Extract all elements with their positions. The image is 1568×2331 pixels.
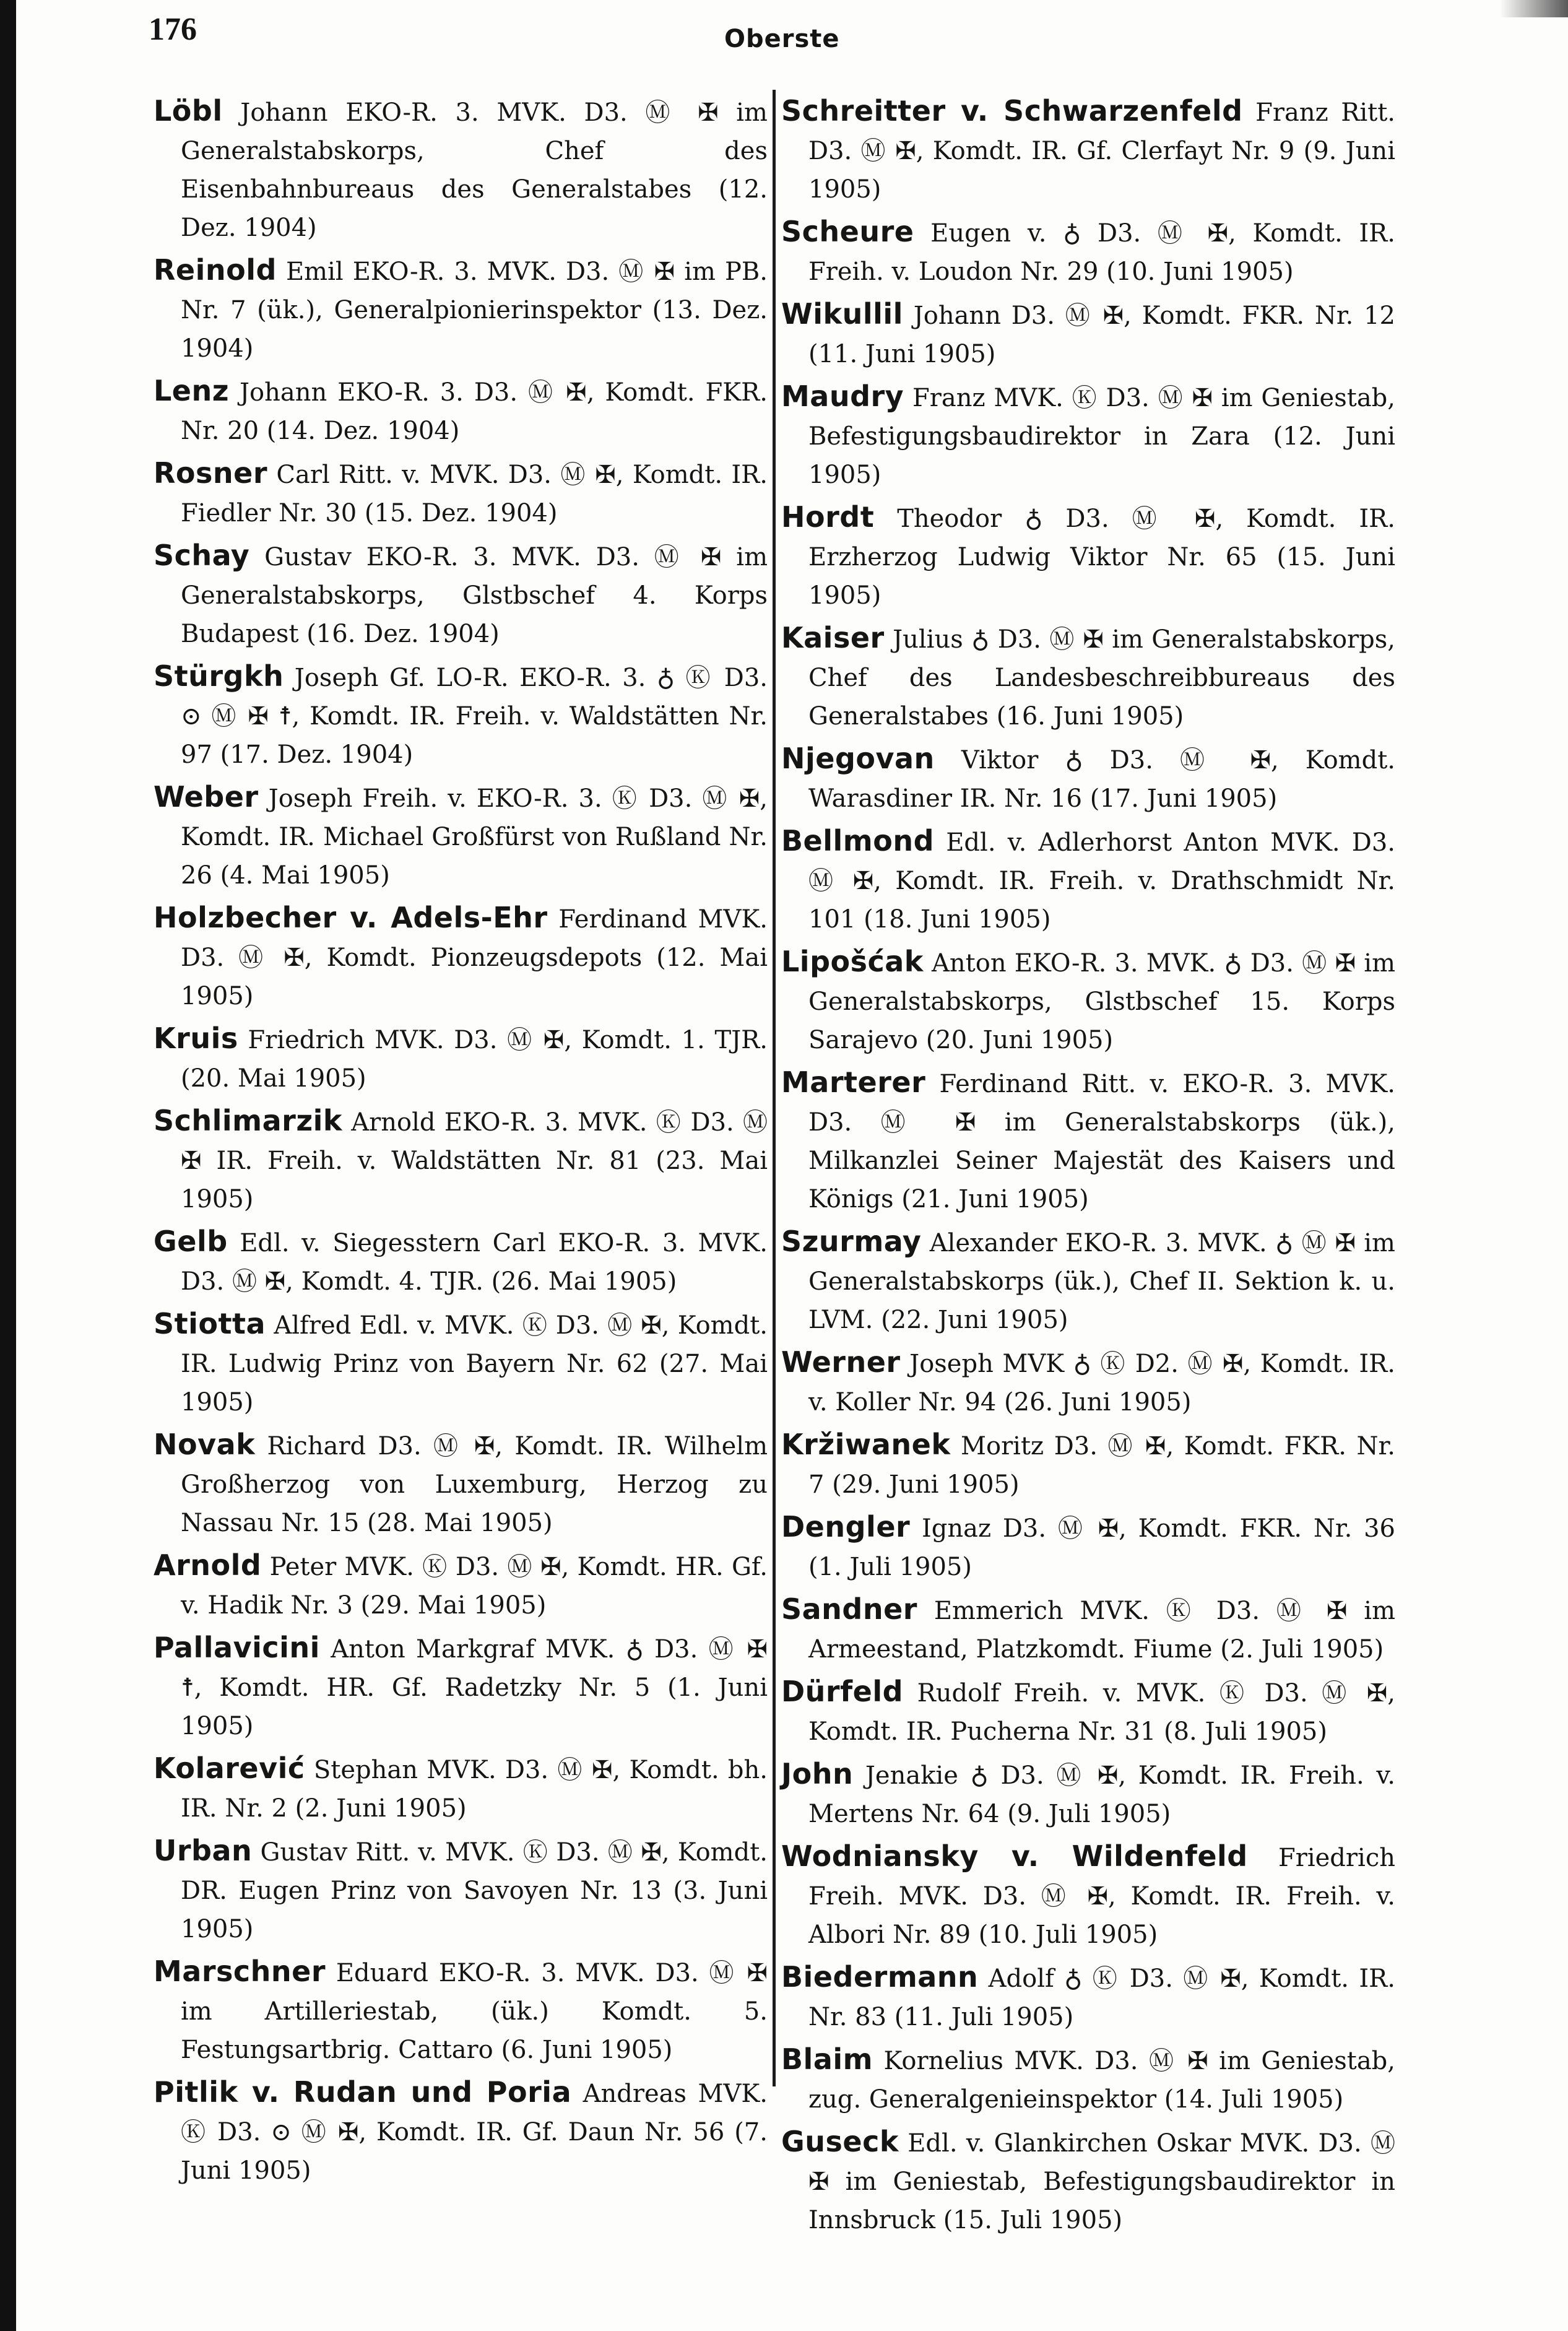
entry-surname: Marterer	[781, 1066, 926, 1099]
entry-details: Joseph Freih. v. EKO-R. 3. Ⓚ D3. Ⓜ ✠, Komdt. IR. Michael Großfürst von Rußland Nr. 26 (4. Mai 1905)	[181, 784, 768, 890]
entry-details: Ferdinand Ritt. v. EKO-R. 3. MVK. D3. Ⓜ ✠ im Generalstabskorps (ük.), Milkanzlei Seiner Majestät des Kaisers und Königs (21. Juni 1905)	[808, 1070, 1395, 1213]
entry-surname: Pallavicini	[154, 1631, 320, 1664]
page-number: 176	[149, 12, 197, 47]
entry-surname: Kolarević	[154, 1752, 305, 1785]
entry-surname: Kržiwanek	[781, 1428, 951, 1461]
right-column	[781, 92, 1395, 2243]
register-entry	[154, 2073, 768, 2190]
register-entry	[781, 822, 1395, 939]
entry-surname: Guseck	[781, 2125, 899, 2158]
scan-corner-shadow	[1500, 0, 1568, 17]
entry-surname: Wikullil	[781, 297, 903, 331]
entry-details: Emil EKO-R. 3. MVK. D3. Ⓜ ✠ im PB. Nr. 7 (ük.), Generalpionierinspektor (13. Dez. 1904)	[181, 258, 768, 363]
register-entry	[781, 92, 1395, 209]
register-entry	[154, 1546, 768, 1625]
register-entry	[154, 1222, 768, 1301]
entry-surname: Novak	[154, 1428, 256, 1461]
register-entry	[781, 942, 1395, 1059]
entry-details: Eduard EKO-R. 3. MVK. D3. Ⓜ ✠ im Artilleriestab, (ük.) Komdt. 5. Festungsartbrig. Cattaro (6. Juni 1905)	[181, 1959, 768, 2064]
register-entry	[781, 295, 1395, 373]
register-entry	[781, 498, 1395, 615]
entry-surname: Löbl	[154, 94, 223, 128]
entry-surname: Urban	[154, 1834, 253, 1867]
entry-details: Julius ♁ D3. Ⓜ ✠ im Generalstabskorps, Chef des Landesbeschreibbureaus des Generalstabes (16. Juni 1905)	[808, 625, 1395, 731]
entry-surname: Szurmay	[781, 1225, 922, 1258]
entry-surname: Lenz	[154, 374, 230, 407]
entry-details: Peter MVK. Ⓚ D3. Ⓜ ✠, Komdt. HR. Gf. v. Hadik Nr. 3 (29. Mai 1905)	[181, 1553, 768, 1620]
entry-surname: Weber	[154, 780, 259, 814]
entry-surname: Reinold	[154, 253, 277, 287]
entry-details: Anton EKO-R. 3. MVK. ♁ D3. Ⓜ ✠ im Generalstabskorps, Glstbschef 15. Korps Sarajevo (20. Juni 1905)	[808, 949, 1395, 1054]
column-divider	[773, 90, 776, 2086]
entry-details: Andreas MVK. Ⓚ D3. ⊙ Ⓜ ✠, Komdt. IR. Gf. Daun Nr. 56 (7. Juni 1905)	[181, 2080, 768, 2185]
entry-surname: Dengler	[781, 1510, 911, 1543]
register-entry	[154, 1101, 768, 1218]
entry-surname: Biedermann	[781, 1960, 979, 1994]
register-entry	[781, 2040, 1395, 2119]
running-head: Oberste	[724, 25, 840, 53]
scan-edge-shadow	[0, 0, 16, 2331]
entry-details: Kornelius MVK. D3. Ⓜ ✠ im Geniestab, zug. Generalgenieinspektor (14. Juli 1905)	[808, 2047, 1395, 2114]
register-entry	[154, 251, 768, 368]
entry-surname: Scheure	[781, 215, 914, 248]
entry-surname: Schlimarzik	[154, 1104, 342, 1137]
entry-details: Stephan MVK. D3. Ⓜ ✠, Komdt. bh. IR. Nr. 2 (2. Juni 1905)	[181, 1756, 768, 1823]
register-entry	[781, 1063, 1395, 1218]
entry-details: Gustav EKO-R. 3. MVK. D3. Ⓜ ✠ im Generalstabskorps, Glstbschef 4. Korps Budapest (16. Dez. 1904)	[181, 543, 768, 648]
entry-surname: Dürfeld	[781, 1675, 904, 1708]
entry-details: Joseph MVK ♁ Ⓚ D2. Ⓜ ✠, Komdt. IR. v. Koller Nr. 94 (26. Juni 1905)	[808, 1350, 1395, 1417]
register-entry	[154, 1019, 768, 1098]
entry-surname: Wodniansky v. Wildenfeld	[781, 1839, 1248, 1873]
entry-details: Eugen v. ♁ D3. Ⓜ ✠, Komdt. IR. Freih. v. Loudon Nr. 29 (10. Juni 1905)	[808, 219, 1395, 286]
entry-surname: Werner	[781, 1345, 901, 1379]
entry-details: Johann EKO-R. 3. D3. Ⓜ ✠, Komdt. FKR. Nr. 20 (14. Dez. 1904)	[181, 378, 768, 445]
entry-details: Alexander EKO-R. 3. MVK. ♁ Ⓜ ✠ im Generalstabskorps (ük.), Chef II. Sektion k. u. LVM. (22. Juni 1905)	[808, 1229, 1395, 1334]
register-entry	[781, 1837, 1395, 1954]
entry-surname: Hordt	[781, 500, 875, 534]
register-entry	[781, 1222, 1395, 1339]
entry-surname: Kruis	[154, 1022, 238, 1055]
register-entry	[781, 1755, 1395, 1833]
register-entry	[781, 739, 1395, 818]
register-entry	[154, 1749, 768, 1828]
entry-surname: Njegovan	[781, 742, 935, 775]
register-entry	[781, 1508, 1395, 1586]
register-entry	[781, 377, 1395, 494]
register-entry	[781, 1343, 1395, 1422]
register-entry	[154, 1952, 768, 2069]
entry-details: Jenakie ♁ D3. Ⓜ ✠, Komdt. IR. Freih. v. Mertens Nr. 64 (9. Juli 1905)	[808, 1761, 1395, 1828]
entry-surname: Marschner	[154, 1955, 326, 1988]
entry-surname: Rosner	[154, 456, 268, 490]
entry-surname: Lipošćak	[781, 945, 924, 978]
entry-details: Adolf ♁ Ⓚ D3. Ⓜ ✠, Komdt. IR. Nr. 83 (11. Juli 1905)	[808, 1964, 1395, 2031]
register-entry	[781, 212, 1395, 291]
entry-details: Joseph Gf. LO-R. EKO-R. 3. ♁ Ⓚ D3. ⊙ Ⓜ ✠ ☨, Komdt. IR. Freih. v. Waldstätten Nr. 97 (17. Dez. 1904)	[181, 664, 768, 769]
entry-details: Franz MVK. Ⓚ D3. Ⓜ ✠ im Geniestab, Befestigungsbaudirektor in Zara (12. Juni 1905)	[808, 384, 1395, 489]
register-entry	[781, 619, 1395, 736]
register-entry	[154, 92, 768, 247]
entry-details: Alfred Edl. v. MVK. Ⓚ D3. Ⓜ ✠, Komdt. IR. Ludwig Prinz von Bayern Nr. 62 (27. Mai 1905)	[181, 1311, 768, 1417]
register-entry	[154, 454, 768, 532]
entry-surname: Arnold	[154, 1548, 262, 1582]
register-entry	[154, 536, 768, 653]
entry-details: Viktor ♁ D3. Ⓜ ✠, Komdt. Warasdiner IR. Nr. 16 (17. Juni 1905)	[808, 746, 1395, 813]
entry-details: Friedrich MVK. D3. Ⓜ ✠, Komdt. 1. TJR. (20. Mai 1905)	[181, 1026, 768, 1093]
register-entry	[781, 1590, 1395, 1669]
entry-surname: Stürgkh	[154, 659, 284, 693]
entry-details: Ferdinand MVK. D3. Ⓜ ✠, Komdt. Pionzeugsdepots (12. Mai 1905)	[181, 905, 768, 1010]
register-entry	[781, 1958, 1395, 2036]
entry-details: Edl. v. Siegesstern Carl EKO-R. 3. MVK. D3. Ⓜ ✠, Komdt. 4. TJR. (26. Mai 1905)	[181, 1229, 768, 1296]
register-entry	[781, 1672, 1395, 1751]
entry-details: Friedrich Freih. MVK. D3. Ⓜ ✠, Komdt. IR. Freih. v. Albori Nr. 89 (10. Juli 1905)	[808, 1844, 1395, 1949]
entry-surname: Holzbecher v. Adels-Ehr	[154, 901, 548, 934]
register-entry	[154, 1831, 768, 1948]
entry-details: Carl Ritt. v. MVK. D3. Ⓜ ✠, Komdt. IR. Fiedler Nr. 30 (15. Dez. 1904)	[181, 461, 768, 527]
entry-surname: John	[781, 1757, 854, 1791]
entry-details: Theodor ♁ D3. Ⓜ ✠, Komdt. IR. Erzherzog Ludwig Viktor Nr. 65 (15. Juni 1905)	[808, 505, 1395, 610]
entry-details: Edl. v. Glankirchen Oskar MVK. D3. Ⓜ ✠ im Geniestab, Befestigungsbaudirektor in Innsbruck (15. Juli 1905)	[808, 2129, 1395, 2234]
entry-details: Franz Ritt. D3. Ⓜ ✠, Komdt. IR. Gf. Clerfayt Nr. 9 (9. Juni 1905)	[808, 98, 1395, 204]
entry-surname: Sandner	[781, 1592, 917, 1626]
entry-details: Johann D3. Ⓜ ✠, Komdt. FKR. Nr. 12 (11. Juni 1905)	[808, 302, 1395, 368]
entry-details: Johann EKO-R. 3. MVK. D3. Ⓜ ✠ im Generalstabskorps, Chef des Eisenbahnbureaus des Generalstabes (12. Dez. 1904)	[181, 98, 768, 242]
entry-surname: Bellmond	[781, 824, 935, 857]
register-entry	[154, 898, 768, 1015]
register-entry	[154, 371, 768, 450]
register-entry	[154, 1304, 768, 1422]
entry-details: Arnold EKO-R. 3. MVK. Ⓚ D3. Ⓜ ✠ IR. Freih. v. Waldstätten Nr. 81 (23. Mai 1905)	[181, 1108, 768, 1213]
register-entry	[781, 2122, 1395, 2239]
entry-details: Emmerich MVK. Ⓚ D3. Ⓜ ✠ im Armeestand, Platzkomdt. Fiume (2. Juli 1905)	[808, 1597, 1395, 1664]
entry-surname: Maudry	[781, 380, 904, 413]
register-entry	[154, 778, 768, 895]
entry-surname: Blaim	[781, 2042, 873, 2076]
entry-surname: Schreitter v. Schwarzenfeld	[781, 94, 1243, 128]
entry-surname: Schay	[154, 539, 250, 572]
entry-surname: Pitlik v. Rudan und Poria	[154, 2075, 572, 2109]
entry-details: Anton Markgraf MVK. ♁ D3. Ⓜ ✠ ☨, Komdt. HR. Gf. Radetzky Nr. 5 (1. Juni 1905)	[181, 1635, 768, 1740]
entry-details: Edl. v. Adlerhorst Anton MVK. D3. Ⓜ ✠, Komdt. IR. Freih. v. Drathschmidt Nr. 101 (18. Juni 1905)	[808, 828, 1395, 934]
register-entry	[154, 657, 768, 774]
register-entry	[781, 1425, 1395, 1504]
entry-surname: Stiotta	[154, 1307, 266, 1340]
register-entry	[154, 1628, 768, 1745]
entry-details: Gustav Ritt. v. MVK. Ⓚ D3. Ⓜ ✠, Komdt. DR. Eugen Prinz von Savoyen Nr. 13 (3. Juni 1905)	[181, 1838, 768, 1943]
entry-details: Moritz D3. Ⓜ ✠, Komdt. FKR. Nr. 7 (29. Juni 1905)	[808, 1432, 1395, 1499]
entry-surname: Kaiser	[781, 621, 885, 654]
entry-details: Rudolf Freih. v. MVK. Ⓚ D3. Ⓜ ✠, Komdt. IR. Pucherna Nr. 31 (8. Juli 1905)	[808, 1679, 1395, 1746]
left-column	[154, 92, 768, 2194]
entry-surname: Gelb	[154, 1225, 228, 1258]
entry-details: Ignaz D3. Ⓜ ✠, Komdt. FKR. Nr. 36 (1. Juli 1905)	[808, 1514, 1395, 1581]
register-entry	[154, 1425, 768, 1542]
entry-details: Richard D3. Ⓜ ✠, Komdt. IR. Wilhelm Großherzog von Luxemburg, Herzog zu Nassau Nr. 15 (28. Mai 1905)	[181, 1432, 768, 1537]
